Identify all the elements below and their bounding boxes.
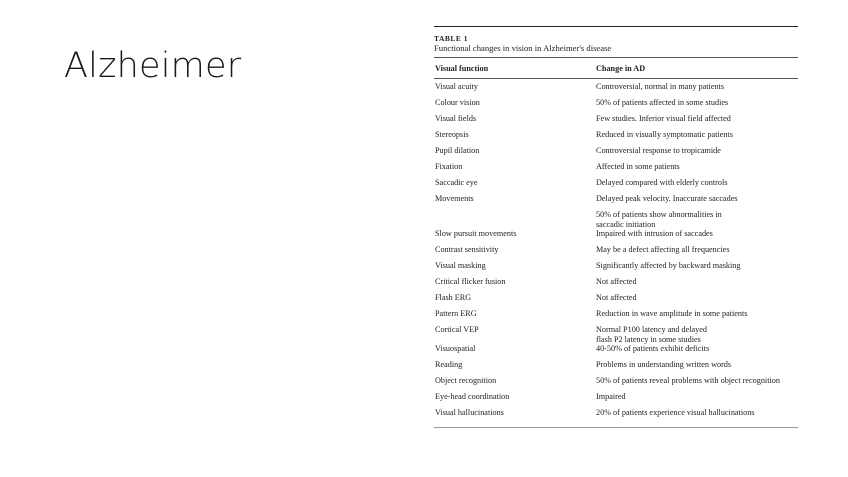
table-row (434, 325, 798, 344)
cell-change-in-ad: Controversial, normal in many patients (596, 82, 725, 91)
cell-change-in-ad: 20% of patients experience visual hallucinations (596, 408, 755, 418)
cell-visual-function: Cortical VEP (435, 325, 479, 335)
cell-change-in-ad: Affected in some patients (596, 162, 680, 171)
cell-visual-function: Reading (435, 360, 463, 370)
table-caption: Functional changes in vision in Alzheimer's disease (434, 43, 612, 53)
table-header (434, 58, 798, 78)
cell-visual-function: Visual hallucinations (435, 408, 504, 418)
table-row (434, 130, 798, 146)
cell-change-in-ad: Normal P100 latency and delayed flash P2 latency in some studies (596, 325, 707, 344)
cell-visual-function: Colour vision (435, 98, 480, 107)
cell-change-in-ad: Few studies. Inferior visual field affected (596, 114, 731, 123)
cell-visual-function: Object recognition (435, 376, 497, 386)
cell-visual-function: Stereopsis (435, 130, 469, 139)
table-row (434, 344, 798, 360)
table-row (434, 309, 798, 325)
slide-title: Alzheimer (64, 46, 242, 86)
table-row (434, 360, 798, 376)
table-top-rule (434, 26, 798, 27)
table-row (434, 293, 798, 309)
cell-visual-function: Visual acuity (435, 82, 478, 91)
table-row (434, 229, 798, 245)
cell-change-in-ad: Significantly affected by backward masking (596, 261, 741, 271)
table-row (434, 210, 798, 229)
table-row (434, 392, 798, 408)
cell-change-in-ad: 50% of patients reveal problems with object recognition (596, 376, 780, 386)
cell-change-in-ad: Impaired with intrusion of saccades (596, 229, 713, 239)
cell-change-in-ad: 40-50% of patients exhibit deficits (596, 344, 710, 354)
table-label: TABLE 1 (434, 34, 468, 43)
table-row (434, 245, 798, 261)
cell-change-in-ad: May be a defect affecting all frequencies (596, 245, 730, 255)
table-row (434, 98, 798, 114)
table-row (434, 82, 798, 98)
cell-visual-function: Movements (435, 194, 474, 203)
cell-visual-function: Visuospatial (435, 344, 476, 354)
table-row (434, 408, 798, 424)
cell-visual-function: Critical flicker fusion (435, 277, 506, 287)
table-row (434, 178, 798, 194)
table-row (434, 376, 798, 392)
cell-change-in-ad: 50% of patients show abnormalities in saccadic initiation (596, 210, 722, 229)
cell-change-in-ad: Reduced in visually symptomatic patients (596, 130, 733, 139)
cell-visual-function: Pupil dilation (435, 146, 480, 155)
cell-change-in-ad: Not affected (596, 277, 637, 287)
vision-table (434, 26, 798, 428)
cell-change-in-ad: Reduction in wave amplitude in some patients (596, 309, 748, 319)
table-row (434, 277, 798, 293)
cell-change-in-ad: Delayed compared with elderly controls (596, 178, 728, 187)
table-row (434, 114, 798, 130)
cell-visual-function: Eye-head coordination (435, 392, 510, 402)
table-row (434, 261, 798, 277)
cell-visual-function: Visual masking (435, 261, 486, 271)
cell-visual-function: Visual fields (435, 114, 477, 123)
cell-change-in-ad: Controversial response to tropicamide (596, 146, 721, 155)
table-row (434, 146, 798, 162)
table-body (434, 79, 798, 424)
cell-visual-function: Pattern ERG (435, 309, 477, 319)
cell-visual-function: Flash ERG (435, 293, 472, 303)
cell-change-in-ad: Not affected (596, 293, 637, 303)
cell-change-in-ad: Delayed peak velocity. Inaccurate saccades (596, 194, 738, 203)
header-visual-function: Visual function (435, 63, 489, 73)
table-row (434, 162, 798, 178)
cell-change-in-ad: 50% of patients affected in some studies (596, 98, 729, 107)
cell-change-in-ad: Problems in understanding written words (596, 360, 732, 370)
table-row (434, 194, 798, 210)
cell-visual-function: Contrast sensitivity (435, 245, 499, 255)
cell-visual-function (434, 210, 596, 229)
cell-change-in-ad: Impaired (596, 392, 626, 402)
table-bottom-rule (434, 427, 798, 428)
cell-visual-function: Slow pursuit movements (435, 229, 517, 239)
cell-visual-function: Saccadic eye (435, 178, 478, 187)
cell-visual-function: Fixation (435, 162, 463, 171)
header-change-in-ad: Change in AD (596, 63, 646, 73)
